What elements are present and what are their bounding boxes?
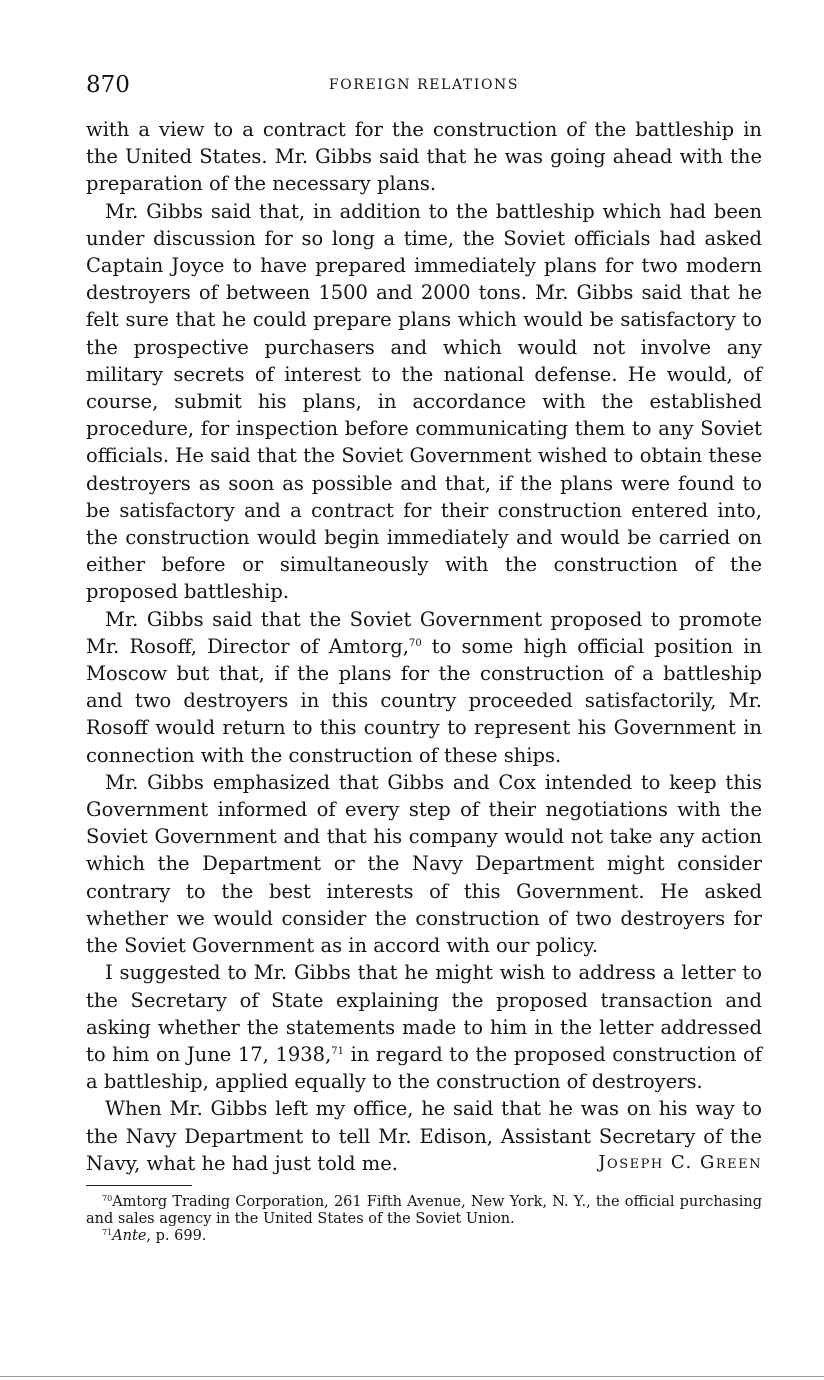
footnote-text: Amtorg Trading Corporation, 261 Fifth Avenue, New York, N. Y., the official purchasing and sales agency in the United States of the Soviet Union. xyxy=(86,1194,762,1227)
paragraph-text: to some high official position in Moscow but that, if the plans for the construction of a battleship and two destroyers in this country proceeded satisfactorily, Mr. Rosoff would return to this country to represent his Government in connection with the construction of these ships. xyxy=(86,634,762,767)
paragraph-text: Mr. Gibbs emphasized that Gibbs and Cox intended to keep this Government informed of every step of their negotiations with the Soviet Government and that his company would not take any action which the Department or the Navy Department might consider contrary to the best interests of this Government. He asked whether we would consider the construction of two destroyers for the Soviet Government as in accord with our policy. xyxy=(86,770,762,958)
paragraph xyxy=(86,606,762,769)
paragraph-text: in regard to the proposed construction of a battleship, applied equally to the construction of destroyers. xyxy=(86,1042,763,1094)
paragraph-text: I suggested to Mr. Gibbs that he might wish to address a letter to the Secretary of State explaining the proposed transaction and asking whether the statements made to him in the letter addressed to him on June 17, 1938, xyxy=(86,961,762,1066)
footnote xyxy=(86,1194,762,1228)
footnote-reference: 70 xyxy=(408,637,422,649)
paragraph-text: When Mr. Gibbs left my office, he said that he was on his way to the Navy Department to tell Mr. Edison, Assistant Secretary of the Navy, what he had just told me. xyxy=(86,1097,762,1175)
footnote xyxy=(86,1228,762,1245)
footnote-marker: 71 xyxy=(102,1228,113,1237)
paragraph-text: Mr. Gibbs said that, in addition to the battleship which had been under discussion for so long a time, the Soviet officials had asked Captain Joyce to have prepared immediately plans for two modern destroyers of between 1500 and 2000 tons. Mr. Gibbs said that he felt sure that he could prepare plans which would be satisfactory to the prospective purchasers and which would not involve any military secrets of interest to the national defense. He would, of course, submit his plans, in accordance with the established procedure, for inspection before communicating them to any Soviet officials. He said that the Soviet Government wished to obtain these destroyers as soon as possible and that, if the plans were found to be satisfactory and a contract for their construction entered into, the construction would begin immediately and would be carried on either before or simultaneously with the construction of the proposed battleship. xyxy=(86,199,762,604)
body-text xyxy=(86,116,762,1177)
paragraph xyxy=(86,769,762,959)
page-header xyxy=(86,72,762,102)
footnote-italic-text: Ante xyxy=(112,1228,147,1244)
running-title: FOREIGN RELATIONS xyxy=(328,77,520,93)
page-edge xyxy=(0,1376,824,1377)
paragraph xyxy=(86,198,762,606)
paragraph-text: with a view to a contract for the construction of the battleship in the United States. Mr. Gibbs said that he was going ahead with the preparation of the necessary plans. xyxy=(86,118,762,196)
paragraph xyxy=(86,116,762,198)
footnote-text: , p. 699. xyxy=(146,1228,207,1244)
footnotes xyxy=(86,1194,762,1245)
footnote-marker: 70 xyxy=(102,1194,113,1203)
page-number: 870 xyxy=(86,72,130,98)
footnote-divider xyxy=(86,1185,192,1186)
footnote-reference: 71 xyxy=(331,1045,345,1057)
signature: Joseph C. Green xyxy=(598,1152,762,1173)
paragraph-text: Mr. Gibbs said that the Soviet Government proposed to promote Mr. Rosoff, Director of Amtorg, xyxy=(86,607,762,658)
paragraph xyxy=(86,959,762,1095)
